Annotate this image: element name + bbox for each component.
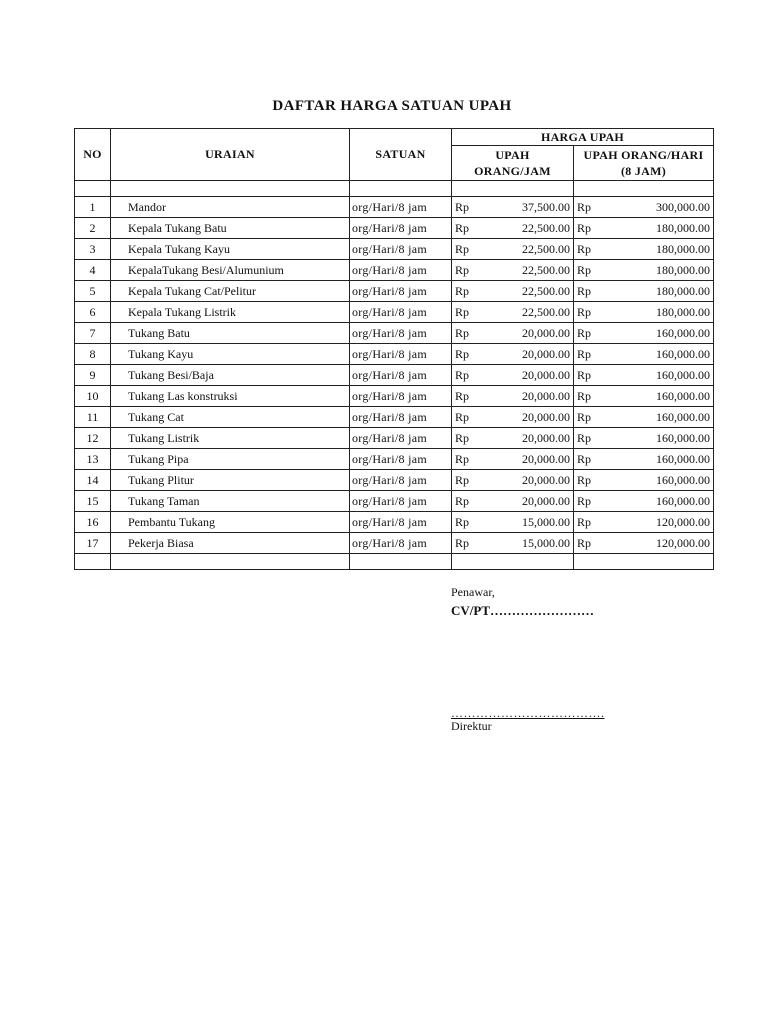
header-upah-orang-hari-line1: UPAH ORANG/HARI [583, 148, 704, 162]
amount-value: 120,000.00 [656, 535, 711, 550]
currency-symbol: Rp [455, 326, 470, 340]
table-row [75, 386, 714, 407]
currency-symbol: Rp [455, 389, 470, 403]
currency-symbol: Rp [455, 263, 470, 277]
company-name: CV/PT…………………… [451, 603, 594, 618]
amount-value: 300,000.00 [656, 199, 711, 214]
amount-value: 20,000.00 [522, 472, 570, 487]
table-row [75, 197, 714, 218]
row-upah-hari [574, 260, 714, 281]
table-row [75, 428, 714, 449]
currency-symbol: Rp [455, 221, 470, 235]
amount-value: 160,000.00 [656, 493, 711, 508]
currency-symbol: Rp [455, 242, 470, 256]
currency-symbol: Rp [577, 473, 592, 487]
amount-value: 180,000.00 [656, 283, 711, 298]
currency-symbol: Rp [577, 494, 592, 508]
amount-value: 160,000.00 [656, 388, 711, 403]
row-number: 8 [75, 344, 111, 365]
row-satuan: org/Hari/8 jam [350, 197, 452, 218]
amount-value: 180,000.00 [656, 220, 711, 235]
blank-row-bottom [75, 554, 714, 570]
row-uraian: Tukang Plitur [111, 470, 350, 491]
row-upah-jam [452, 365, 574, 386]
table-row [75, 407, 714, 428]
amount-value: 20,000.00 [522, 367, 570, 382]
amount-value: 37,500.00 [522, 199, 570, 214]
penawar-label: Penawar, [451, 585, 495, 599]
table-row [75, 239, 714, 260]
amount-value: 160,000.00 [656, 346, 711, 361]
header-satuan: SATUAN [350, 129, 452, 181]
row-uraian: Pembantu Tukang [111, 512, 350, 533]
row-uraian: Pekerja Biasa [111, 533, 350, 554]
row-satuan: org/Hari/8 jam [350, 470, 452, 491]
row-uraian: Tukang Pipa [111, 449, 350, 470]
header-upah-orang-jam-line1: UPAH [495, 148, 530, 162]
amount-value: 15,000.00 [522, 535, 570, 550]
amount-value: 160,000.00 [656, 451, 711, 466]
amount-value: 20,000.00 [522, 325, 570, 340]
row-satuan: org/Hari/8 jam [350, 449, 452, 470]
row-upah-hari [574, 491, 714, 512]
row-number: 14 [75, 470, 111, 491]
row-number: 5 [75, 281, 111, 302]
currency-symbol: Rp [577, 410, 592, 424]
currency-symbol: Rp [577, 389, 592, 403]
row-number: 1 [75, 197, 111, 218]
row-upah-hari [574, 197, 714, 218]
amount-value: 22,500.00 [522, 262, 570, 277]
amount-value: 20,000.00 [522, 346, 570, 361]
row-uraian: Mandor [111, 197, 350, 218]
row-uraian: Kepala Tukang Kayu [111, 239, 350, 260]
row-upah-hari [574, 281, 714, 302]
row-upah-hari [574, 302, 714, 323]
table-row [75, 323, 714, 344]
row-upah-hari [574, 449, 714, 470]
row-satuan: org/Hari/8 jam [350, 512, 452, 533]
header-upah-orang-jam [452, 146, 574, 181]
wage-table [74, 128, 714, 570]
row-satuan: org/Hari/8 jam [350, 533, 452, 554]
amount-value: 15,000.00 [522, 514, 570, 529]
row-upah-jam [452, 239, 574, 260]
row-upah-hari [574, 533, 714, 554]
table-row [75, 218, 714, 239]
row-upah-jam [452, 491, 574, 512]
row-number: 7 [75, 323, 111, 344]
row-upah-jam [452, 344, 574, 365]
row-upah-hari [574, 386, 714, 407]
wage-table-body [75, 181, 714, 570]
row-upah-hari [574, 365, 714, 386]
table-row [75, 449, 714, 470]
currency-symbol: Rp [455, 410, 470, 424]
row-satuan: org/Hari/8 jam [350, 428, 452, 449]
row-number: 12 [75, 428, 111, 449]
table-row [75, 344, 714, 365]
currency-symbol: Rp [577, 242, 592, 256]
row-uraian: Kepala Tukang Listrik [111, 302, 350, 323]
amount-value: 20,000.00 [522, 430, 570, 445]
currency-symbol: Rp [577, 200, 592, 214]
amount-value: 22,500.00 [522, 241, 570, 256]
currency-symbol: Rp [577, 536, 592, 550]
header-upah-orang-hari-line2: (8 JAM) [620, 164, 667, 178]
row-upah-jam [452, 260, 574, 281]
row-upah-hari [574, 512, 714, 533]
row-number: 3 [75, 239, 111, 260]
currency-symbol: Rp [455, 452, 470, 466]
row-satuan: org/Hari/8 jam [350, 281, 452, 302]
row-upah-hari [574, 218, 714, 239]
amount-value: 22,500.00 [522, 283, 570, 298]
row-satuan: org/Hari/8 jam [350, 386, 452, 407]
table-row [75, 491, 714, 512]
amount-value: 20,000.00 [522, 493, 570, 508]
signature-line: ………………………………. [451, 706, 605, 720]
table-row [75, 281, 714, 302]
amount-value: 22,500.00 [522, 220, 570, 235]
amount-value: 160,000.00 [656, 367, 711, 382]
row-upah-jam [452, 512, 574, 533]
row-upah-hari [574, 344, 714, 365]
currency-symbol: Rp [455, 494, 470, 508]
row-upah-hari [574, 323, 714, 344]
currency-symbol: Rp [455, 368, 470, 382]
row-uraian: Tukang Besi/Baja [111, 365, 350, 386]
currency-symbol: Rp [455, 200, 470, 214]
row-satuan: org/Hari/8 jam [350, 344, 452, 365]
amount-value: 22,500.00 [522, 304, 570, 319]
currency-symbol: Rp [577, 515, 592, 529]
currency-symbol: Rp [577, 305, 592, 319]
row-upah-hari [574, 239, 714, 260]
row-satuan: org/Hari/8 jam [350, 365, 452, 386]
signature-block [451, 585, 594, 619]
row-upah-jam [452, 470, 574, 491]
amount-value: 180,000.00 [656, 304, 711, 319]
currency-symbol: Rp [577, 221, 592, 235]
amount-value: 160,000.00 [656, 409, 711, 424]
row-number: 4 [75, 260, 111, 281]
signatory-role: Direktur [451, 719, 492, 733]
row-number: 10 [75, 386, 111, 407]
row-upah-jam [452, 407, 574, 428]
row-upah-hari [574, 470, 714, 491]
currency-symbol: Rp [455, 284, 470, 298]
row-uraian: KepalaTukang Besi/Alumunium [111, 260, 350, 281]
currency-symbol: Rp [577, 368, 592, 382]
row-number: 9 [75, 365, 111, 386]
amount-value: 160,000.00 [656, 325, 711, 340]
row-satuan: org/Hari/8 jam [350, 218, 452, 239]
row-satuan: org/Hari/8 jam [350, 302, 452, 323]
table-row [75, 260, 714, 281]
row-upah-jam [452, 302, 574, 323]
currency-symbol: Rp [455, 431, 470, 445]
header-harga-upah: HARGA UPAH [452, 129, 714, 146]
row-number: 16 [75, 512, 111, 533]
amount-value: 180,000.00 [656, 262, 711, 277]
row-satuan: org/Hari/8 jam [350, 491, 452, 512]
row-satuan: org/Hari/8 jam [350, 407, 452, 428]
row-upah-jam [452, 533, 574, 554]
currency-symbol: Rp [455, 473, 470, 487]
currency-symbol: Rp [577, 431, 592, 445]
row-uraian: Kepala Tukang Cat/Pelitur [111, 281, 350, 302]
header-no: NO [75, 129, 111, 181]
currency-symbol: Rp [455, 536, 470, 550]
currency-symbol: Rp [455, 515, 470, 529]
row-uraian: Tukang Taman [111, 491, 350, 512]
amount-value: 120,000.00 [656, 514, 711, 529]
row-uraian: Kepala Tukang Batu [111, 218, 350, 239]
currency-symbol: Rp [577, 284, 592, 298]
table-row [75, 533, 714, 554]
table-row [75, 365, 714, 386]
currency-symbol: Rp [455, 305, 470, 319]
row-satuan: org/Hari/8 jam [350, 323, 452, 344]
row-number: 13 [75, 449, 111, 470]
row-satuan: org/Hari/8 jam [350, 239, 452, 260]
row-number: 11 [75, 407, 111, 428]
document-title: DAFTAR HARGA SATUAN UPAH [272, 98, 512, 114]
row-uraian: Tukang Batu [111, 323, 350, 344]
currency-symbol: Rp [577, 263, 592, 277]
row-upah-jam [452, 428, 574, 449]
row-upah-jam [452, 323, 574, 344]
row-upah-jam [452, 449, 574, 470]
row-upah-hari [574, 428, 714, 449]
amount-value: 20,000.00 [522, 409, 570, 424]
currency-symbol: Rp [455, 347, 470, 361]
amount-value: 20,000.00 [522, 388, 570, 403]
row-upah-jam [452, 197, 574, 218]
currency-symbol: Rp [577, 452, 592, 466]
amount-value: 180,000.00 [656, 241, 711, 256]
row-number: 6 [75, 302, 111, 323]
row-upah-jam [452, 386, 574, 407]
row-upah-jam [452, 218, 574, 239]
amount-value: 160,000.00 [656, 430, 711, 445]
row-satuan: org/Hari/8 jam [350, 260, 452, 281]
row-uraian: Tukang Listrik [111, 428, 350, 449]
row-number: 15 [75, 491, 111, 512]
currency-symbol: Rp [577, 326, 592, 340]
header-upah-orang-jam-line2: ORANG/JAM [474, 164, 551, 178]
table-row [75, 512, 714, 533]
row-uraian: Tukang Kayu [111, 344, 350, 365]
amount-value: 20,000.00 [522, 451, 570, 466]
currency-symbol: Rp [577, 347, 592, 361]
row-upah-hari [574, 407, 714, 428]
row-uraian: Tukang Las konstruksi [111, 386, 350, 407]
header-uraian: URAIAN [111, 129, 350, 181]
row-number: 2 [75, 218, 111, 239]
row-upah-jam [452, 281, 574, 302]
header-upah-orang-hari [574, 146, 714, 181]
table-row [75, 470, 714, 491]
row-number: 17 [75, 533, 111, 554]
row-uraian: Tukang Cat [111, 407, 350, 428]
amount-value: 160,000.00 [656, 472, 711, 487]
blank-row-top [75, 181, 714, 197]
table-row [75, 302, 714, 323]
